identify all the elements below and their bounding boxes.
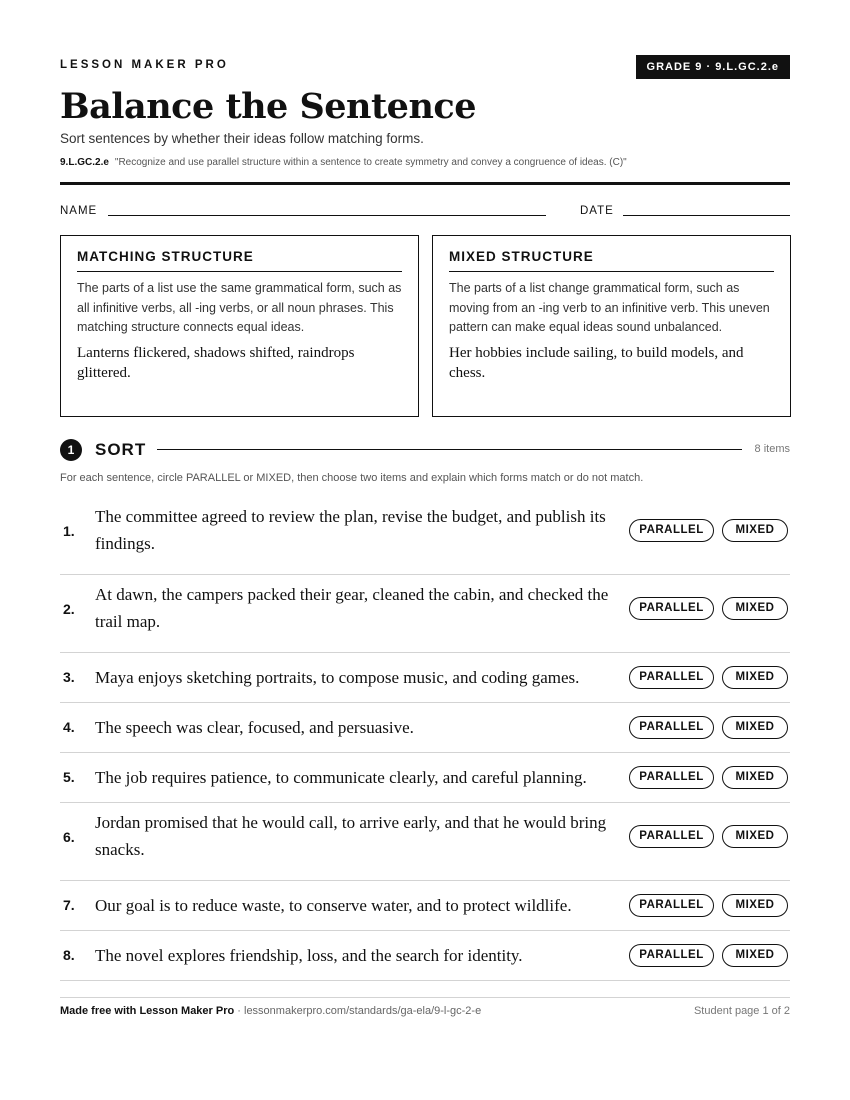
page-indicator: Student page 1 of 2 xyxy=(693,1005,790,1017)
item-number: 3. xyxy=(63,669,75,685)
footer-url[interactable]: · lessonmakerpro.com/standards/ga-ela/9-l-gc-2-e xyxy=(234,1005,482,1017)
name-date-row xyxy=(60,204,790,220)
footer-divider xyxy=(60,997,790,998)
mixed-option[interactable]: MIXED xyxy=(722,894,788,917)
item-number: 8. xyxy=(63,947,75,963)
date-field[interactable] xyxy=(623,215,790,216)
matching-structure-body: The parts of a list use the same grammatical form, such as all infinitive verbs, all -ing verbs, or all noun phrases. This matching structure connects equal ideas. xyxy=(77,281,402,334)
section-instructions: For each sentence, circle PARALLEL or MIXED, then choose two items and explain which forms match or do not match. xyxy=(60,472,644,484)
date-label: DATE xyxy=(580,205,614,217)
mixed-option[interactable]: MIXED xyxy=(722,666,788,689)
standard-code: 9.L.GC.2.e xyxy=(60,157,109,168)
grade-badge: GRADE 9 · 9.L.GC.2.e xyxy=(636,55,790,79)
parallel-option[interactable]: PARALLEL xyxy=(629,825,714,848)
item-number: 4. xyxy=(63,719,75,735)
parallel-option[interactable]: PARALLEL xyxy=(629,716,714,739)
header-divider xyxy=(60,182,790,185)
item-sentence: At dawn, the campers packed their gear, cleaned the cabin, and checked the trail map. xyxy=(95,585,609,631)
parallel-option[interactable]: PARALLEL xyxy=(629,766,714,789)
footer xyxy=(60,1005,790,1017)
list-item xyxy=(60,931,790,981)
mixed-structure-title: MIXED STRUCTURE xyxy=(449,249,774,272)
parallel-option[interactable]: PARALLEL xyxy=(629,944,714,967)
parallel-option[interactable]: PARALLEL xyxy=(629,597,714,620)
item-sentence: The committee agreed to review the plan, revise the budget, and publish its findings. xyxy=(95,507,606,553)
list-item xyxy=(60,881,790,931)
mixed-structure-card xyxy=(432,235,791,417)
parallel-option[interactable]: PARALLEL xyxy=(629,666,714,689)
parallel-option[interactable]: PARALLEL xyxy=(629,519,714,542)
item-sentence: The speech was clear, focused, and persuasive. xyxy=(95,718,414,737)
sort-section-header xyxy=(60,438,790,462)
matching-structure-title: MATCHING STRUCTURE xyxy=(77,249,402,272)
footer-credit: Made free with Lesson Maker Pro xyxy=(60,1005,235,1017)
item-number: 7. xyxy=(63,897,75,913)
mixed-structure-body: The parts of a list change grammatical form, such as moving from an -ing verb to an infinitive verb. This uneven pattern can make equal ideas sound unbalanced. xyxy=(449,281,770,334)
brand-name: LESSON MAKER PRO xyxy=(60,59,229,71)
list-item xyxy=(60,703,790,753)
list-item xyxy=(60,497,790,575)
mixed-option[interactable]: MIXED xyxy=(722,597,788,620)
mixed-option[interactable]: MIXED xyxy=(722,825,788,848)
mixed-option[interactable]: MIXED xyxy=(722,766,788,789)
matching-structure-example: Lanterns flickered, shadows shifted, raindrops glittered. xyxy=(77,344,355,381)
page-subtitle: Sort sentences by whether their ideas follow matching forms. xyxy=(60,131,424,146)
sentence-list xyxy=(60,497,790,981)
mixed-option[interactable]: MIXED xyxy=(722,519,788,542)
item-number: 5. xyxy=(63,769,75,785)
item-sentence: The novel explores friendship, loss, and the search for identity. xyxy=(95,946,523,965)
item-number: 6. xyxy=(63,829,75,845)
list-item xyxy=(60,575,790,653)
top-bar xyxy=(60,55,790,79)
item-count: 8 items xyxy=(754,443,790,455)
standard-line xyxy=(60,157,627,168)
list-item xyxy=(60,653,790,703)
mixed-option[interactable]: MIXED xyxy=(722,944,788,967)
name-label: NAME xyxy=(60,205,98,217)
item-sentence: Jordan promised that he would call, to arrive early, and that he would bring snacks. xyxy=(95,813,607,859)
name-field[interactable] xyxy=(108,215,546,216)
item-number: 1. xyxy=(63,523,75,539)
section-divider xyxy=(157,449,742,450)
list-item xyxy=(60,753,790,803)
section-number-badge: 1 xyxy=(60,439,82,461)
list-item xyxy=(60,803,790,881)
item-sentence: Our goal is to reduce waste, to conserve water, and to protect wildlife. xyxy=(95,896,572,915)
page-title: Balance the Sentence xyxy=(60,86,476,127)
parallel-option[interactable]: PARALLEL xyxy=(629,894,714,917)
standard-text: "Recognize and use parallel structure within a sentence to create symmetry and convey a congruence of ideas. (C)" xyxy=(114,157,627,168)
mixed-structure-example: Her hobbies include sailing, to build models, and chess. xyxy=(449,344,744,381)
item-sentence: The job requires patience, to communicate clearly, and careful planning. xyxy=(95,768,587,787)
item-sentence: Maya enjoys sketching portraits, to compose music, and coding games. xyxy=(95,668,580,687)
mixed-option[interactable]: MIXED xyxy=(722,716,788,739)
matching-structure-card xyxy=(60,235,419,417)
item-number: 2. xyxy=(63,601,75,617)
section-title: SORT xyxy=(95,440,147,459)
